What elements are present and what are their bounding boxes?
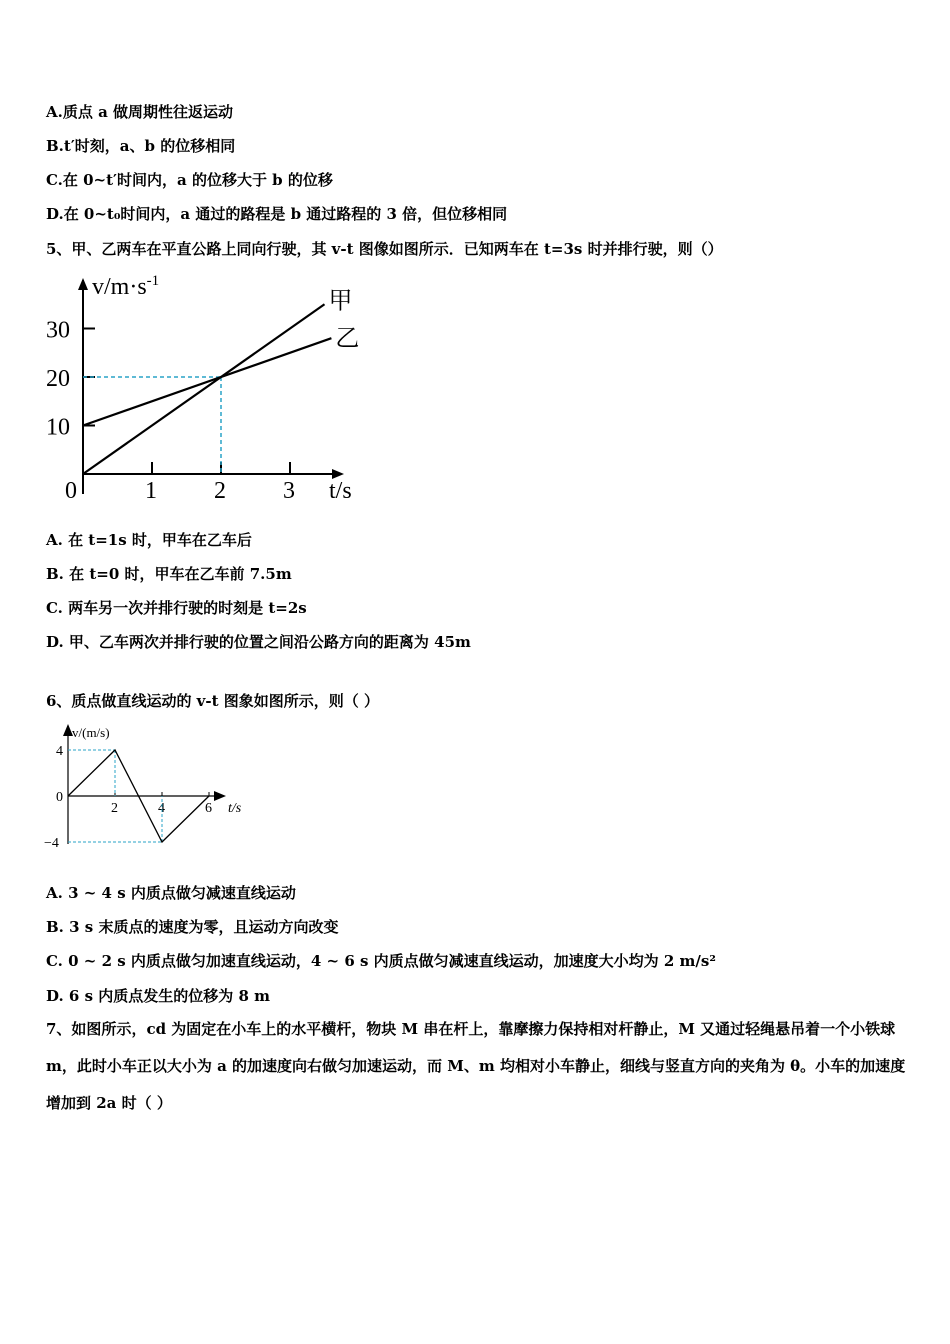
- x-tick-label: 0: [65, 478, 77, 504]
- q4-option-c: C.在 0~t′时间内，a 的位移大于 b 的位移: [46, 171, 333, 189]
- x-tick-label: 3: [283, 478, 295, 504]
- y-tick-label: 20: [46, 366, 70, 392]
- y-tick-label: −4: [44, 836, 59, 851]
- series-line-1: [83, 304, 325, 474]
- x-axis-label: t/s: [228, 801, 242, 816]
- series-label-2: 乙: [335, 326, 360, 353]
- y-tick-label: 4: [56, 744, 63, 759]
- q5-stem: 5、甲、乙两车在平直公路上同向行驶，其 v-t 图像如图所示．已知两车在 t=3s 时并排行驶，则（）: [46, 240, 723, 258]
- q5-option-d: D. 甲、乙车两次并排行驶的位置之间沿公路方向的距离为 45m: [46, 633, 471, 651]
- y-axis-label: $v/m\cdot s^{-1}$: [92, 273, 160, 300]
- q4-option-a: A.质点 a 做周期性往返运动: [46, 103, 234, 121]
- x-axis-arrow: [214, 791, 226, 801]
- x-tick-label: 2: [111, 801, 118, 816]
- x-tick-label: 2: [214, 478, 226, 504]
- x-tick-label: 4: [158, 801, 165, 816]
- x-axis-label: t/s: [329, 478, 352, 504]
- series-label-1: 甲: [328, 288, 353, 315]
- q4-option-d: D.在 0~t₀时间内，a 通过的路程是 b 通过路程的 3 倍，但位移相同: [46, 205, 508, 223]
- y-tick-label: 0: [56, 790, 63, 805]
- q5-option-b: B. 在 t=0 时，甲车在乙车前 7.5m: [46, 565, 292, 583]
- y-tick-label: 10: [46, 414, 70, 441]
- x-tick-label: 1: [145, 478, 157, 504]
- q7-stem: 7、如图所示，cd 为固定在小车上的水平横杆，物块 M 串在杆上，靠摩擦力保持相对杆静止，M 又通过轻绳悬吊着一个小铁球 m，此时小车正以大小为 a 的加速度向右做匀加速运动，而 M、m 均相对小车静止，细线与竖直方向的夹角为 θ。小车的加速度增加到 2a 时（ ）: [46, 1020, 906, 1112]
- q6-stem: 6、质点做直线运动的 v-t 图象如图所示，则（ ）: [46, 692, 379, 710]
- q5-option-a: A. 在 t=1s 时，甲车在乙车后: [46, 531, 252, 549]
- q6-option-c: C. 0 ~ 2 s 内质点做匀加速直线运动，4 ~ 6 s 内质点做匀减速直线运动，加速度大小均为 2 m/s²: [46, 952, 716, 970]
- y-tick-label: 30: [46, 317, 70, 344]
- x-tick-label: 6: [205, 801, 212, 816]
- q6-option-a: A. 3 ~ 4 s 内质点做匀减速直线运动: [46, 884, 296, 902]
- q4-option-b: B.t′时刻，a、b 的位移相同: [46, 137, 236, 155]
- q6-option-b: B. 3 s 末质点的速度为零，且运动方向改变: [46, 918, 339, 936]
- q5-vt-chart: [40, 268, 380, 508]
- q6-vt-chart: [40, 718, 260, 858]
- q5-option-c: C. 两车另一次并排行驶的时刻是 t=2s: [46, 599, 307, 617]
- series-line-2: [83, 338, 331, 425]
- q6-option-d: D. 6 s 内质点发生的位移为 8 m: [46, 987, 270, 1005]
- y-axis-label: v/(m/s): [72, 725, 110, 740]
- y-axis-arrow: [78, 278, 88, 290]
